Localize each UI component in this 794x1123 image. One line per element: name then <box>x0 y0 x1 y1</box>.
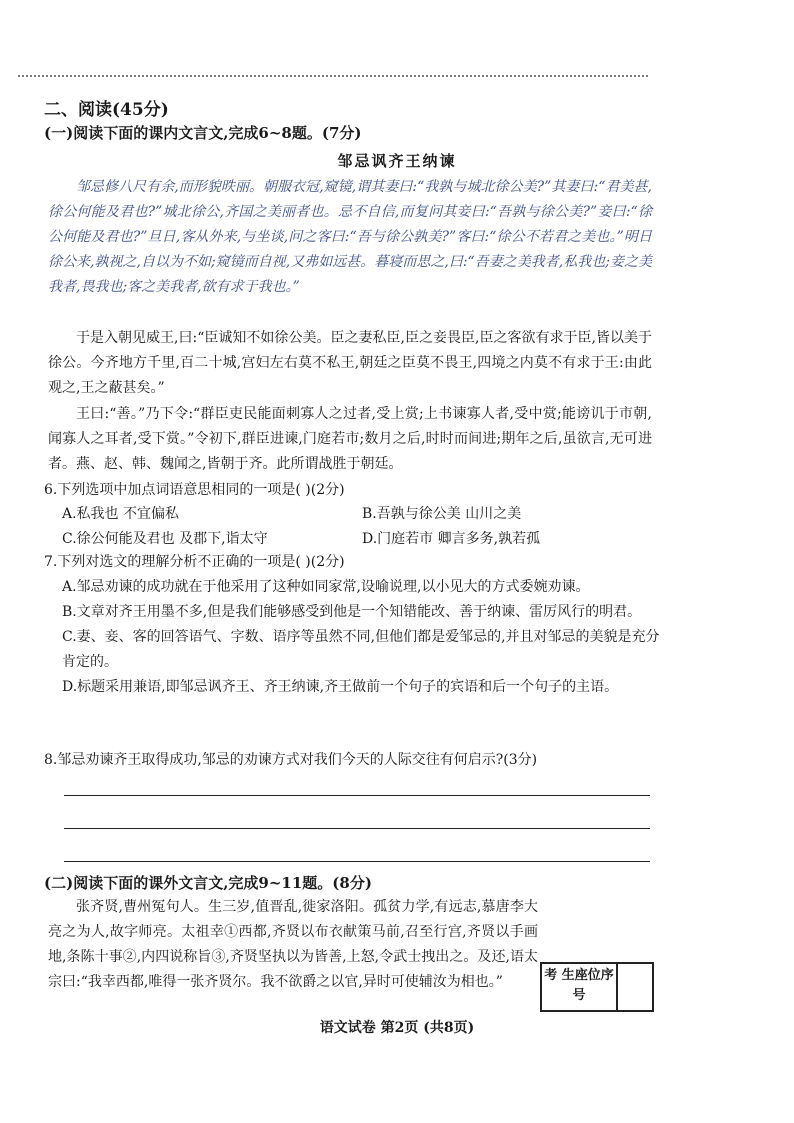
answer-line-3[interactable] <box>64 861 650 862</box>
section-title: 二、阅读(45分) <box>44 100 169 120</box>
q7-option-c: C.妻、妾、客的回答语气、字数、语序等虽然不同,但他们都是爱邹忌的,并且对邹忌的美貌是充分肯定的。 <box>62 629 660 670</box>
q6-option-c: C.徐公何能及君也 及郡下,诣太守 <box>62 531 268 547</box>
article-paragraph-3: 王曰:“善。”乃下令:“群臣吏民能面刺寡人之过者,受上赏;上书谏寡人者,受中赏;能谤讥于市朝,闻寡人之耳者,受下赏。”令初下,群臣进谏,门庭若市;数月之后,时时而间进;期年之后,虽欲言,无可进者。燕、赵、韩、魏闻之,皆朝于齐。此所谓战胜于朝廷。 <box>48 406 652 472</box>
article-paragraph-1: 邹忌修八尺有余,而形貌昳丽。朝服衣冠,窥镜,谓其妻曰:“我孰与城北徐公美?”其妻曰:“君美甚,徐公何能及君也?”城北徐公,齐国之美丽者也。忌不自信,而复问其妾曰:“吾孰与徐公美?”妾曰:“徐公何能及君也?”旦日,客从外来,与坐谈,问之客曰:“吾与徐公孰美?”客曰:“徐公不若君之美也。”明日徐公来,孰视之,自以为不如;窥镜而自视,又弗如远甚。暮寝而思之,曰:“吾妻之美我者,私我也;妾之美我者,畏我也;客之美我者,欲有求于我也。” <box>48 179 652 295</box>
q6-option-d: D.门庭若市 卿言多务,孰若孤 <box>362 531 541 547</box>
q7-option-b: B.文章对齐王用墨不多,但是我们能够感受到他是一个知错能改、善于纳谏、雷厉风行的明君。 <box>62 604 642 620</box>
question-6-stem: 6.下列选项中加点词语意思相同的一项是( )(2分) <box>44 482 345 498</box>
article-title: 邹忌讽齐王纳谏 <box>337 152 457 170</box>
part1-instruction: (一)阅读下面的课内文言文,完成6~8题。(7分) <box>44 124 362 142</box>
top-dotted-rule <box>18 75 648 77</box>
seat-number-label: 考 生座位序号 <box>542 964 618 1010</box>
question-7-options <box>62 575 662 700</box>
page-footer: 语文试卷 第2页 (共8页) <box>319 1020 475 1036</box>
q6-option-a: A.私我也 不宜偏私 <box>62 506 180 522</box>
answer-line-2[interactable] <box>64 828 650 829</box>
part2-instruction: (二)阅读下面的课外文言文,完成9~11题。(8分) <box>44 874 372 892</box>
answer-line-1[interactable] <box>64 795 650 796</box>
question-7-stem: 7.下列对选文的理解分析不正确的一项是( )(2分) <box>44 554 345 570</box>
q7-option-d: D.标题采用兼语,即邹忌讽齐王、齐王纳谏,齐王做前一个句子的宾语和后一个句子的主语。 <box>62 679 619 695</box>
q6-option-b: B.吾孰与徐公美 山川之美 <box>362 506 522 522</box>
question-6-options <box>62 502 662 552</box>
seat-number-field[interactable] <box>618 964 652 1010</box>
part2-paragraph-1: 张齐贤,曹州冤句人。生三岁,值晋乱,徙家洛阳。孤贫力学,有远志,慕唐李大亮之为人,故字师亮。太祖幸①西都,齐贤以布衣献策马前,召至行宫,齐贤以手画地,条陈十事②,内四说称旨③,齐贤坚执以为皆善,上怒,令武士拽出之。及还,语太宗曰:“我幸西都,唯得一张齐贤尔。我不欲爵之以官,异时可使辅汝为相也。” <box>48 899 538 990</box>
q7-option-a: A.邹忌劝谏的成功就在于他采用了这种如同家常,设喻说理,以小见大的方式委婉劝谏。 <box>62 579 590 595</box>
article-paragraph-2: 于是入朝见威王,曰:“臣诚知不如徐公美。臣之妻私臣,臣之妾畏臣,臣之客欲有求于臣,皆以美于徐公。今齐地方千里,百二十城,宫妇左右莫不私王,朝廷之臣莫不畏王,四境之内莫不有求于王:由此观之,王之蔽甚矣。” <box>48 330 652 396</box>
seat-number-box <box>540 962 654 1012</box>
question-8-stem: 8.邹忌劝谏齐王取得成功,邹忌的劝谏方式对我们今天的人际交往有何启示?(3分) <box>44 752 538 768</box>
